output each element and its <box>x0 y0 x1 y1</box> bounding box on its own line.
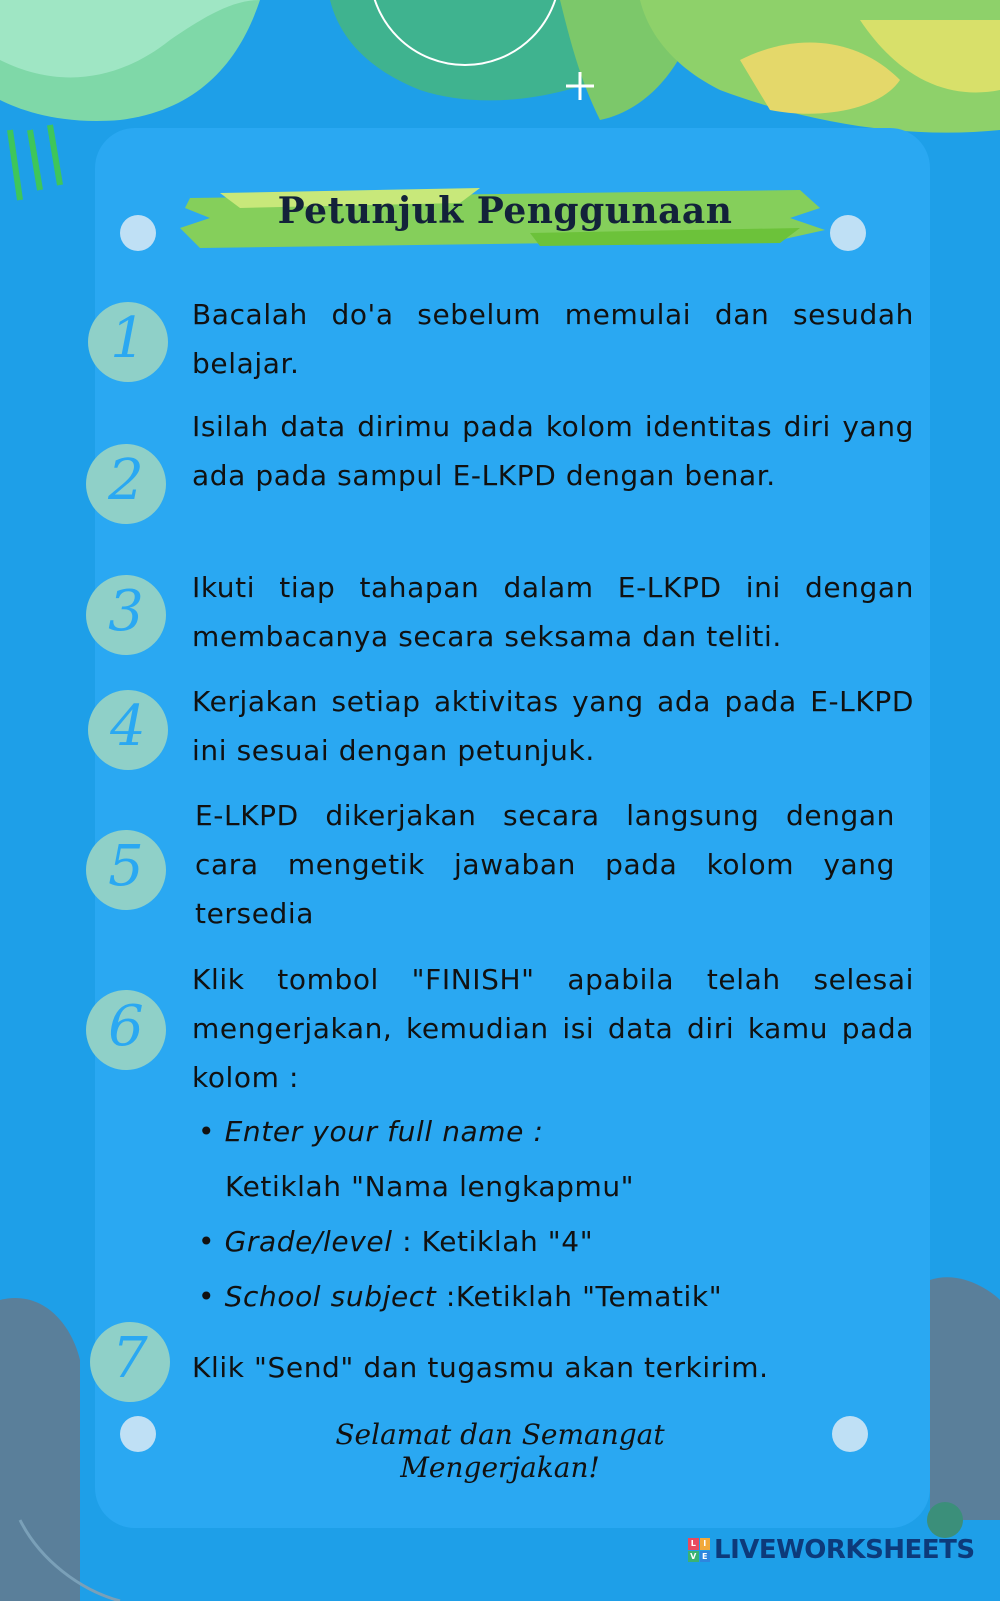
logo-letter: E <box>700 1551 711 1563</box>
decorative-dot <box>120 215 156 251</box>
title-banner <box>180 178 830 258</box>
step-number: 3 <box>108 579 144 644</box>
logo-letter: V <box>688 1551 699 1563</box>
decorative-dot <box>830 215 866 251</box>
closing-message: Selamat dan Semangat Mengerjakan! <box>335 1418 665 1484</box>
step-number: 2 <box>108 448 144 513</box>
step-text: Ikuti tiap tahapan dalam E-LKPD ini dengan membacanya secara seksama dan teliti. <box>192 571 914 653</box>
list-item-detail <box>225 1170 634 1203</box>
step-number-badge <box>88 690 168 770</box>
logo-letter: L <box>688 1538 699 1550</box>
step-text: Bacalah do'a sebelum memulai dan sesudah belajar. <box>192 298 914 380</box>
step-text: E-LKPD dikerjakan secara langsung dengan cara mengetik jawaban pada kolom yang tersedia <box>195 799 895 930</box>
step-number-badge <box>86 575 166 655</box>
list-item: • Enter your full name : <box>198 1115 544 1148</box>
logo-text: LIVEWORKSHEETS <box>714 1535 975 1565</box>
list-item: • Grade/level : Ketiklah "4" <box>198 1225 594 1258</box>
liveworksheets-logo[interactable] <box>688 1533 975 1567</box>
step-number: 6 <box>108 994 144 1059</box>
step-number: 7 <box>112 1326 148 1391</box>
bullet-value: Ketiklah "Nama lengkapmu" <box>225 1170 635 1203</box>
step-text: Klik tombol "FINISH" apabila telah selesai mengerjakan, kemudian isi data diri kamu pada kolom : <box>192 963 914 1094</box>
step-number-badge <box>86 444 166 524</box>
bullet-label: Enter your full name : <box>224 1115 544 1148</box>
step-number-badge <box>88 302 168 382</box>
decorative-dot <box>120 1416 156 1452</box>
step-number-badge <box>86 830 166 910</box>
page-title: Petunjuk Penggunaan <box>277 190 733 232</box>
step-text: Kerjakan setiap aktivitas yang ada pada E-LKPD ini sesuai dengan petunjuk. <box>192 685 914 767</box>
logo-icon <box>688 1538 710 1562</box>
step-text: Klik "Send" dan tugasmu akan terkirim. <box>192 1351 769 1384</box>
step-number: 1 <box>110 306 146 371</box>
bullet-value: :Ketiklah "Tematik" <box>445 1280 723 1313</box>
step-number: 4 <box>110 694 146 759</box>
step-number: 5 <box>108 834 144 899</box>
step-number-badge <box>90 1322 170 1402</box>
bullet-label: Grade/level <box>224 1225 393 1258</box>
bullet-value: : Ketiklah "4" <box>402 1225 594 1258</box>
logo-letter: I <box>700 1538 711 1550</box>
decorative-dot <box>832 1416 868 1452</box>
step-text: Isilah data dirimu pada kolom identitas diri yang ada pada sampul E-LKPD dengan benar. <box>192 410 914 492</box>
list-item: • School subject :Ketiklah "Tematik" <box>198 1280 723 1313</box>
step-number-badge <box>86 990 166 1070</box>
bullet-label: School subject <box>224 1280 437 1313</box>
